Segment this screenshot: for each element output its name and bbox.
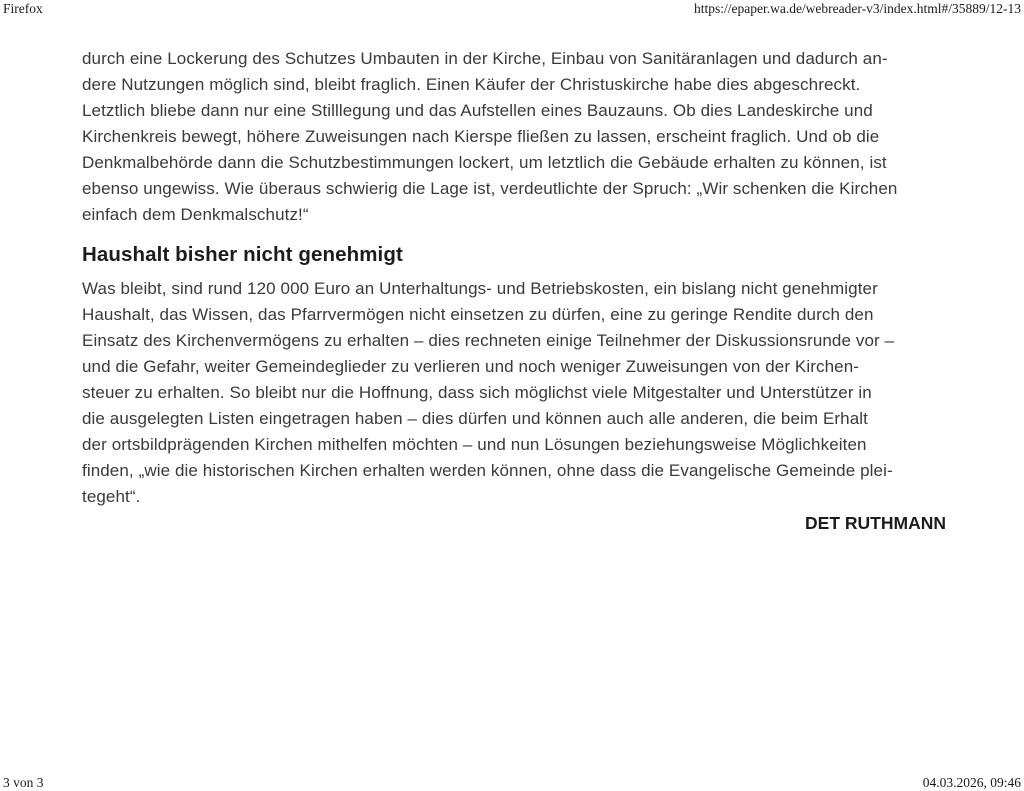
body-line: Letztlich bliebe dann nur eine Stilllegung und das Aufstellen eines Bauzauns. Ob dies Landeskirche und [82, 101, 873, 120]
body-line: der ortsbildprägenden Kirchen mithelfen möchten – und nun Lösungen beziehungsweise Möglichkeiten [82, 435, 867, 454]
body-line: tegeht“. [82, 487, 141, 506]
body-line: dere Nutzungen möglich sind, bleibt fraglich. Einen Käufer der Christuskirche habe dies abgeschreckt. [82, 75, 861, 94]
body-line: Haushalt, das Wissen, das Pfarrvermögen nicht einsetzen zu dürfen, eine zu geringe Rendite durch den [82, 305, 874, 324]
body-line: Kirchenkreis bewegt, höhere Zuweisungen nach Kierspe fließen zu lassen, erscheint fraglich. Und ob die [82, 127, 880, 146]
print-header [3, 1, 1021, 17]
body-line: einfach dem Denkmalschutz!“ [82, 205, 309, 224]
article-subheading: Haushalt bisher nicht genehmigt [82, 243, 403, 266]
body-line: durch eine Lockerung des Schutzes Umbauten in der Kirche, Einbau von Sanitäranlagen und dadurch an- [82, 49, 888, 68]
header-app-name: Firefox [3, 1, 43, 16]
body-line: Einsatz des Kirchenvermögens zu erhalten – dies rechneten einige Teilnehmer der Diskussionsrunde vor – [82, 331, 895, 350]
body-line: finden, „wie die historischen Kirchen erhalten werden können, ohne dass die Evangelische Gemeinde plei- [82, 461, 893, 480]
article-content [82, 46, 946, 536]
body-line: Denkmalbehörde dann die Schutzbestimmungen lockert, um letztlich die Gebäude erhalten zu können, ist [82, 153, 887, 172]
article-paragraph-2 [82, 276, 946, 510]
print-footer [3, 775, 1021, 791]
header-source-url: https://epaper.wa.de/webreader-v3/index.html#/35889/12-13 [693, 1, 1021, 16]
body-line: und die Gefahr, weiter Gemeindeglieder zu verlieren und noch weniger Zuweisungen von der Kirchen- [82, 357, 860, 376]
body-line: steuer zu erhalten. So bleibt nur die Hoffnung, dass sich möglichst viele Mitgestalter und Unterstützer in [82, 383, 872, 402]
footer-page-number: 3 von 3 [3, 775, 44, 790]
body-line: Was bleibt, sind rund 120 000 Euro an Unterhaltungs- und Betriebskosten, ein bislang nicht genehmigter [82, 279, 878, 298]
article-paragraph-1 [82, 46, 946, 228]
footer-timestamp: 04.03.2026, 09:46 [922, 775, 1021, 790]
author-byline: DET RUTHMANN [805, 513, 946, 533]
body-line: ebenso ungewiss. Wie überaus schwierig die Lage ist, verdeutlichte der Spruch: „Wir schenken die Kirchen [82, 179, 898, 198]
body-line: die ausgelegten Listen eingetragen haben – dies dürfen und können auch alle anderen, die beim Erhalt [82, 409, 868, 428]
